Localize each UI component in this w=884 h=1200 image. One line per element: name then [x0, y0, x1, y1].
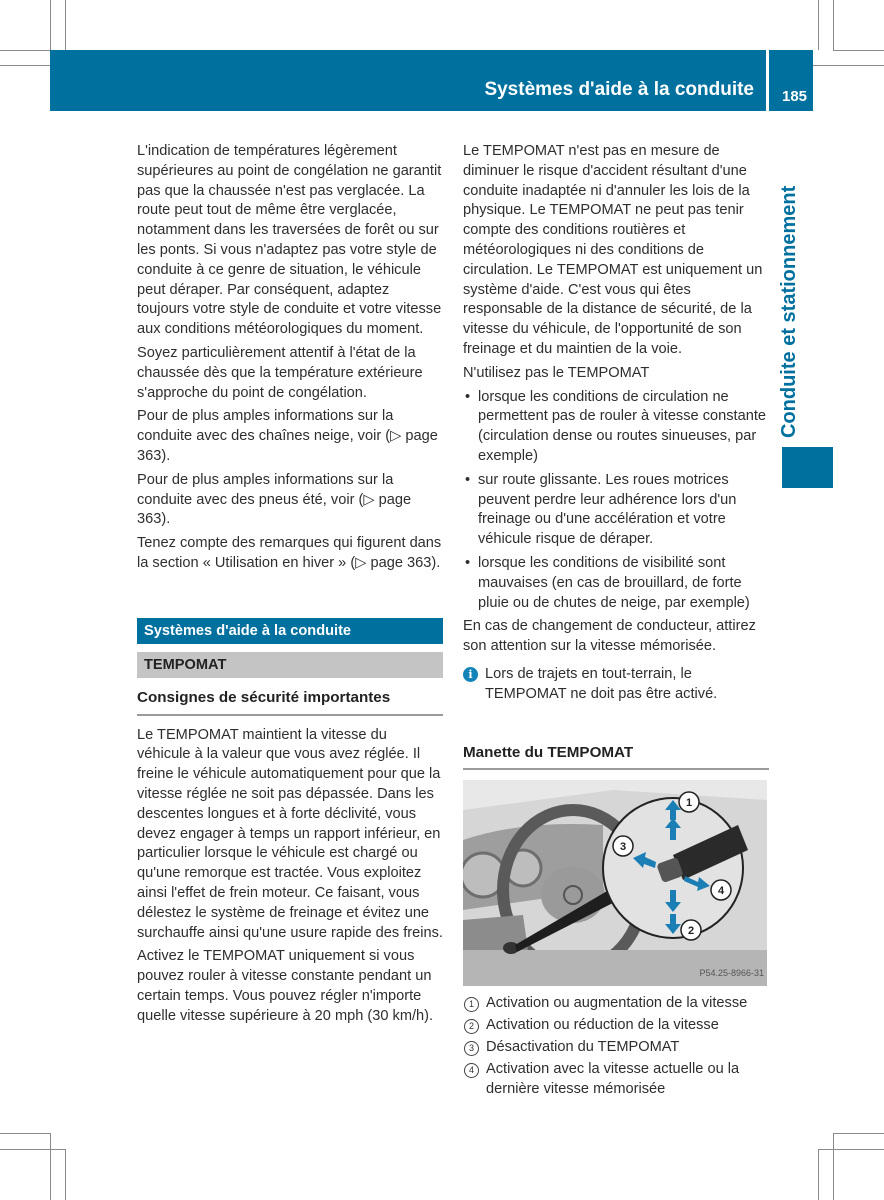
page-header-title: Systèmes d'aide à la conduite	[484, 79, 754, 100]
crop-mark	[833, 0, 834, 50]
paragraph: L'indication de températures légèrement supérieures au point de congélation ne garantit pas que la chaussée n'est pas verglacée. La route peut tout de même être verglacée, notamment dans les traversées de forêt ou sur les ponts. Si vous n'adaptez pas votre style de conduite à ce genre de situation, le véhicule peut déraper. Par conséquent, adaptez toujours votre style de conduite et votre vitesse aux conditions météorologiques du moment.	[137, 143, 442, 338]
chapter-side-tab: Conduite et stationnement	[778, 185, 800, 438]
callout-4: 4	[717, 885, 725, 898]
crop-mark	[0, 50, 50, 51]
crop-mark	[818, 1149, 819, 1200]
list-intro: N'utilisez pas le TEMPOMAT	[463, 364, 650, 381]
section-title: Systèmes d'aide à la conduite	[137, 618, 443, 644]
legend-number: 2	[464, 1019, 479, 1034]
callout-3: 3	[619, 841, 627, 854]
list-item: • lorsque les conditions de visibilité sont mauvaises (en cas de brouillard, de forte pluie ou de chutes de neige, par exemple)	[463, 554, 769, 613]
legend-item	[463, 994, 769, 1014]
crop-mark	[813, 65, 884, 66]
paragraph: Pour de plus amples informations sur la conduite avec des pneus été, voir (▷ page 363).	[137, 471, 412, 528]
legend-item	[463, 1038, 769, 1058]
info-note-text: Lors de trajets en tout-terrain, le TEMPOMAT ne doit pas être activé.	[485, 665, 718, 702]
paragraph: Le TEMPOMAT maintient la vitesse du véhicule à la valeur que vous avez réglée. Il freine le véhicule automatiquement pour que la vitesse réglée ne soit pas dépassée. Dans les descentes longues et à forte déclivité, vous devez engager à temps un rapport inférieur, en particulier lorsque le véhicule est chargé ou qu'une remorque est tractée. Vous exploitez ainsi l'effet de frein moteur. Ce faisant, vous délestez le système de freinage et évitez une surchauffe ainsi qu'une usure rapide des freins.	[137, 726, 443, 941]
list-item: • sur route glissante. Les roues motrices peuvent perdre leur adhérence lors d'un freinage ou d'une accélération et votre véhicule risque de déraper.	[463, 471, 769, 550]
legend-text: Activation avec la vitesse actuelle ou la dernière vitesse mémorisée	[486, 1060, 740, 1097]
page-number: 185	[782, 88, 808, 105]
subsection-title: TEMPOMAT	[137, 652, 443, 678]
callout-1: 1	[685, 797, 693, 810]
legend-number: 3	[464, 1041, 479, 1056]
paragraph: Pour de plus amples informations sur la conduite avec des chaînes neige, voir (▷ page 363).	[137, 408, 438, 464]
crop-mark	[50, 0, 51, 50]
info-icon: i	[463, 667, 478, 682]
crop-mark	[65, 1149, 66, 1200]
crop-mark	[0, 1149, 66, 1150]
legend-text: Activation ou augmentation de la vitesse	[486, 995, 748, 1012]
legend-number: 4	[464, 1063, 479, 1078]
paragraph: En cas de changement de conducteur, attirez son attention sur la vitesse mémorisée.	[463, 618, 756, 655]
paragraph: Tenez compte des remarques qui figurent dans la section « Utilisation en hiver » (▷ page 363).	[137, 535, 442, 571]
bullet-list	[463, 388, 769, 614]
lever-heading: Manette du TEMPOMAT	[463, 733, 769, 771]
legend-item	[463, 1060, 769, 1100]
crop-mark	[0, 1133, 51, 1134]
figure-legend	[463, 994, 769, 1099]
info-note	[463, 665, 769, 705]
safety-heading: Consignes de sécurité importantes	[137, 678, 443, 716]
paragraph: Le TEMPOMAT n'est pas en mesure de diminuer le risque d'accident résultant d'une conduite inadaptée ni d'annuler les lois de la physique. Le TEMPOMAT ne peut pas tenir compte des conditions routières et météorologiques ni des conditions de circulation. Le TEMPOMAT est uniquement un système d'aide. C'est vous qui êtes responsable de la distance de sécurité, de la vitesse du véhicule, de l'opportunité de son freinage et du maintien de la voie.	[463, 143, 763, 357]
paragraph: Soyez particulièrement attentif à l'état de la chaussée dès que la température extérieure s'approche du point de congélation.	[137, 344, 423, 401]
crop-mark	[818, 0, 819, 50]
paragraph: Activez le TEMPOMAT uniquement si vous pouvez rouler à vitesse constante pendant un certain temps. Vous pouvez régler n'importe quelle vitesse supérieure à 20 mph (30 km/h).	[137, 948, 434, 1024]
dashboard-illustration	[463, 780, 767, 986]
legend-number: 1	[464, 997, 479, 1012]
legend-text: Désactivation du TEMPOMAT	[486, 1038, 680, 1055]
left-column	[137, 142, 443, 1030]
legend-text: Activation ou réduction de la vitesse	[486, 1017, 719, 1034]
crop-mark	[50, 1133, 51, 1200]
crop-mark	[833, 1133, 884, 1134]
figure-code: P54.25-8966-31	[699, 967, 764, 978]
list-item: • lorsque les conditions de circulation ne permettent pas de rouler à vitesse constante (circulation dense ou routes sinueuses, par exemple)	[463, 388, 769, 467]
crop-mark	[833, 1133, 834, 1200]
right-column	[463, 142, 769, 1101]
crop-mark	[818, 1149, 884, 1150]
crop-mark	[65, 0, 66, 50]
cruise-control-lever-illustration	[463, 780, 767, 986]
chapter-tab-marker	[782, 447, 833, 488]
legend-item	[463, 1016, 769, 1036]
callout-2: 2	[687, 925, 695, 938]
crop-mark	[0, 65, 50, 66]
crop-mark	[833, 50, 884, 51]
